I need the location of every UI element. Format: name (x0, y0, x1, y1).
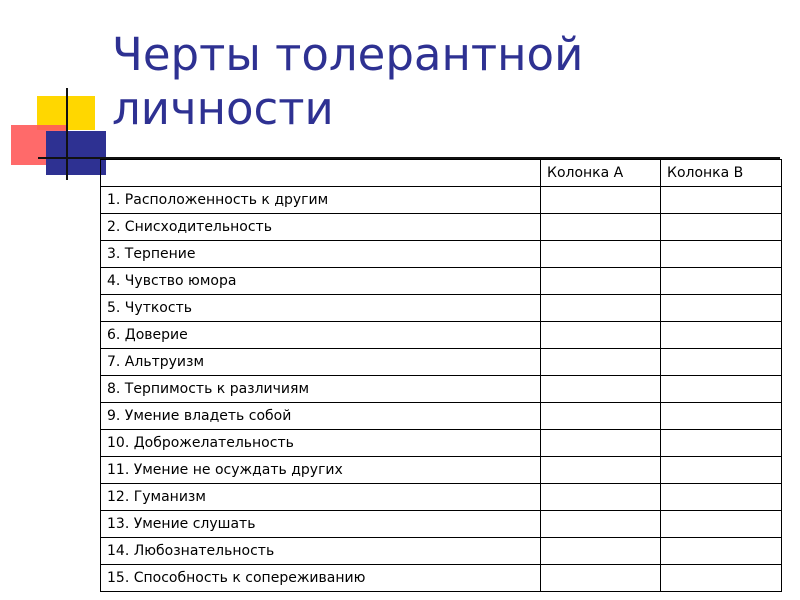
slide-title (112, 28, 772, 136)
column-b-cell[interactable] (661, 457, 782, 484)
table-row (101, 484, 782, 511)
table-row (101, 322, 782, 349)
trait-name-cell: 10. Доброжелательность (101, 430, 541, 457)
table-row (101, 457, 782, 484)
trait-name-cell: 7. Альтруизм (101, 349, 541, 376)
column-b-cell[interactable] (661, 187, 782, 214)
trait-name-cell: 11. Умение не осуждать других (101, 457, 541, 484)
traits-table-body (101, 187, 782, 592)
trait-name-cell: 3. Терпение (101, 241, 541, 268)
column-b-cell[interactable] (661, 484, 782, 511)
column-b-cell[interactable] (661, 295, 782, 322)
table-row (101, 430, 782, 457)
column-a-cell[interactable] (541, 295, 661, 322)
column-a-cell[interactable] (541, 484, 661, 511)
logo-square-blue (46, 131, 106, 175)
column-a-cell[interactable] (541, 403, 661, 430)
logo-vertical-line (66, 88, 68, 180)
trait-name-cell: 2. Снисходительность (101, 214, 541, 241)
table-row (101, 403, 782, 430)
table-row (101, 241, 782, 268)
column-a-cell[interactable] (541, 241, 661, 268)
traits-table (100, 159, 782, 592)
table-row (101, 376, 782, 403)
header-cell-trait (101, 160, 541, 187)
table-row (101, 349, 782, 376)
trait-name-cell: 12. Гуманизм (101, 484, 541, 511)
trait-name-cell: 8. Терпимость к различиям (101, 376, 541, 403)
column-a-cell[interactable] (541, 430, 661, 457)
column-b-cell[interactable] (661, 511, 782, 538)
table-row (101, 511, 782, 538)
trait-name-cell: 15. Способность к сопереживанию (101, 565, 541, 592)
column-a-cell[interactable] (541, 322, 661, 349)
table-row (101, 268, 782, 295)
trait-name-cell: 9. Умение владеть собой (101, 403, 541, 430)
column-b-cell[interactable] (661, 538, 782, 565)
table-header-row (101, 160, 782, 187)
slide-title-line-2: личности (112, 82, 334, 135)
column-a-cell[interactable] (541, 565, 661, 592)
table-row (101, 538, 782, 565)
trait-name-cell: 4. Чувство юмора (101, 268, 541, 295)
column-a-cell[interactable] (541, 511, 661, 538)
column-b-cell[interactable] (661, 322, 782, 349)
table-row (101, 187, 782, 214)
table-row (101, 295, 782, 322)
table-row (101, 565, 782, 592)
column-a-cell[interactable] (541, 214, 661, 241)
column-b-cell[interactable] (661, 376, 782, 403)
column-a-cell[interactable] (541, 376, 661, 403)
column-a-cell[interactable] (541, 268, 661, 295)
trait-name-cell: 5. Чуткость (101, 295, 541, 322)
column-b-cell[interactable] (661, 349, 782, 376)
column-b-cell[interactable] (661, 268, 782, 295)
slide-title-line-1: Черты толерантной (112, 28, 584, 81)
column-b-cell[interactable] (661, 214, 782, 241)
trait-name-cell: 13. Умение слушать (101, 511, 541, 538)
trait-name-cell: 6. Доверие (101, 322, 541, 349)
trait-name-cell: 14. Любознательность (101, 538, 541, 565)
column-b-cell[interactable] (661, 241, 782, 268)
column-a-cell[interactable] (541, 538, 661, 565)
column-b-cell[interactable] (661, 403, 782, 430)
column-a-cell[interactable] (541, 349, 661, 376)
column-b-cell[interactable] (661, 430, 782, 457)
column-a-cell[interactable] (541, 457, 661, 484)
header-cell-column-a: Колонка А (541, 160, 661, 187)
header-cell-column-b: Колонка B (661, 160, 782, 187)
trait-name-cell: 1. Расположенность к другим (101, 187, 541, 214)
column-b-cell[interactable] (661, 565, 782, 592)
table-row (101, 214, 782, 241)
column-a-cell[interactable] (541, 187, 661, 214)
